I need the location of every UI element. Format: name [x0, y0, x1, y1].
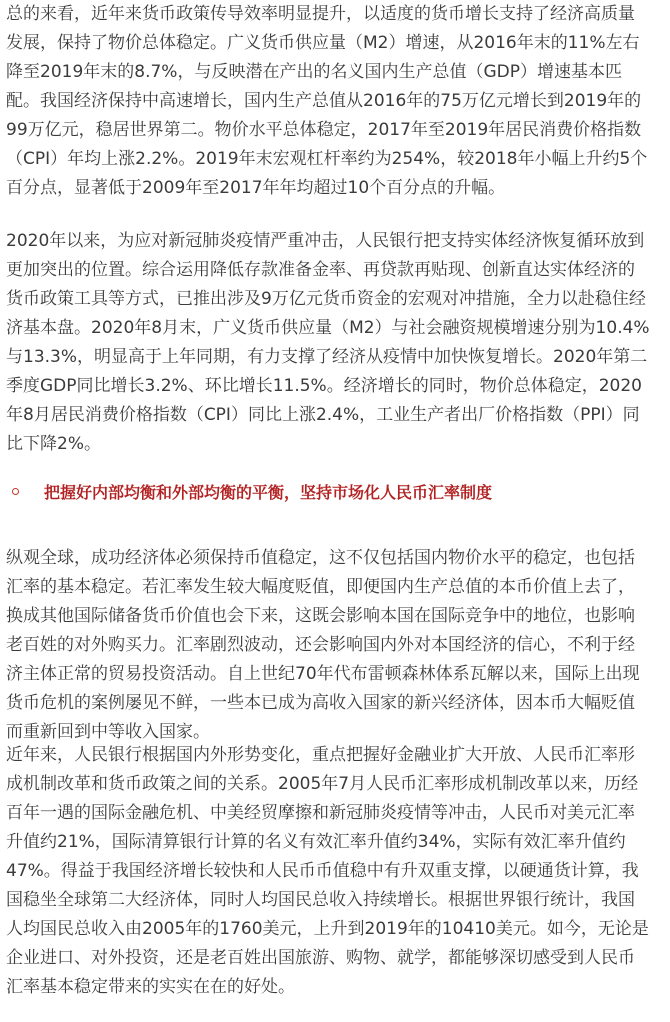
- text-line: 与13.3%，明显高于上年同期，有力支撑了经济从疫情中加快恢复增长。2020年第二: [6, 347, 648, 367]
- text-line: 99万亿元，稳居世界第二。物价水平总体稳定，2017年至2019年居民消费价格指数: [6, 120, 642, 140]
- text-line: 47%。得益于我国经济增长较快和人民币币值稳中有升双重支撑，以硬通货计算，我: [6, 861, 639, 881]
- paragraph-exchange-rate-reform: [6, 741, 670, 1002]
- text-line: 季度GDP同比增长3.2%、环比增长11.5%。经济增长的同时，物价总体稳定，2020: [6, 376, 642, 396]
- text-line: 2020年以来，为应对新冠肺炎疫情严重冲击，人民银行把支持实体经济恢复循环放到: [6, 231, 645, 251]
- paragraph-monetary-efficiency: [6, 0, 670, 203]
- text-line: 济基本盘。2020年8月末，广义货币供应量（M2）与社会融资规模增速分别为10.4%: [6, 318, 650, 338]
- text-line: 更加突出的位置。综合运用降低存款准备金率、再贷款再贴现、创新直达实体经济的: [6, 260, 635, 280]
- section-heading: [6, 478, 666, 510]
- text-line: 国稳坐全球第二大经济体，同时人均国民总收入持续增长。根据世界银行统计，我国: [6, 890, 635, 910]
- text-line: 年8月居民消费价格指数（CPI）同比上涨2.4%，工业生产者出厂价格指数（PPI）同: [6, 405, 640, 425]
- text-line: 百年一遇的国际金融危机、中美经贸摩擦和新冠肺炎疫情等冲击，人民币对美元汇率: [6, 803, 635, 823]
- text-line: （CPI）年均上涨2.2%。2019年末宏观杠杆率约为254%，较2018年小幅上升约5个: [6, 149, 648, 169]
- text-line: 配。我国经济保持中高速增长，国内生产总值从2016年的75万亿元增长到2019年的: [6, 91, 642, 111]
- text-line: 百分点，显著低于2009年至2017年年均超过10个百分点的升幅。: [6, 178, 506, 198]
- text-line: 货币危机的案例屡见不鲜，一些本已成为高收入国家的新兴经济体，因本币大幅贬值: [6, 693, 635, 713]
- text-line: 人均国民总收入由2005年的1760美元，上升到2019年的10410美元。如今，无论是: [6, 919, 649, 939]
- section-heading-text: 把握好内部均衡和外部均衡的平衡，坚持市场化人民币汇率制度: [44, 483, 493, 502]
- text-line: 汇率的基本稳定。若汇率发生较大幅度贬值，即便国内生产总值的本币价值上去了，: [6, 577, 635, 597]
- text-line: 总的来看，近年来货币政策传导效率明显提升，以适度的货币增长支持了经济高质量: [6, 4, 635, 24]
- text-line: 降至2019年末的8.7%，与反映潜在产出的名义国内生产总值（GDP）增速基本匹: [6, 62, 622, 82]
- text-line: 升值约21%，国际清算银行计算的名义有效汇率升值约34%，实际有效汇率升值约: [6, 832, 626, 852]
- text-line: 老百姓的对外购买力。汇率剧烈波动，还会影响国内外对本国经济的信心，不利于经: [6, 635, 635, 655]
- paragraph-2020-response: [6, 227, 670, 459]
- text-line: 货币政策工具等方式，已推出涉及9万亿元货币资金的宏观对冲措施，全力以赴稳住经: [6, 289, 646, 309]
- text-line: 纵观全球，成功经济体必须保持币值稳定，这不仅包括国内物价水平的稳定，也包括: [6, 548, 635, 568]
- text-line: 济主体正常的贸易投资活动。自上世纪70年代布雷顿森林体系瓦解以来，国际上出现: [6, 664, 640, 684]
- text-line: 汇率基本稳定带来的实实在在的好处。: [6, 977, 295, 997]
- text-line: 换成其他国际储备货币价值也会下来，这既会影响本国在国际竞争中的地位，也影响: [6, 606, 635, 626]
- circle-bullet-icon: [12, 488, 19, 495]
- text-line: 企业进口、对外投资，还是老百姓出国旅游、购物、就学，都能够深切感受到人民币: [6, 948, 635, 968]
- text-line: 成机制改革和货币政策之间的关系。2005年7月人民币汇率形成机制改革以来，历经: [6, 774, 639, 794]
- text-line: 近年来，人民银行根据国内外形势变化，重点把握好金融业扩大开放、人民币汇率形: [6, 745, 635, 765]
- text-line: 发展，保持了物价总体稳定。广义货币供应量（M2）增速，从2016年末的11%左右: [6, 33, 640, 53]
- paragraph-currency-stability: [6, 544, 670, 747]
- text-line: 而重新回到中等收入国家。: [6, 722, 210, 742]
- text-line: 比下降2%。: [6, 434, 101, 454]
